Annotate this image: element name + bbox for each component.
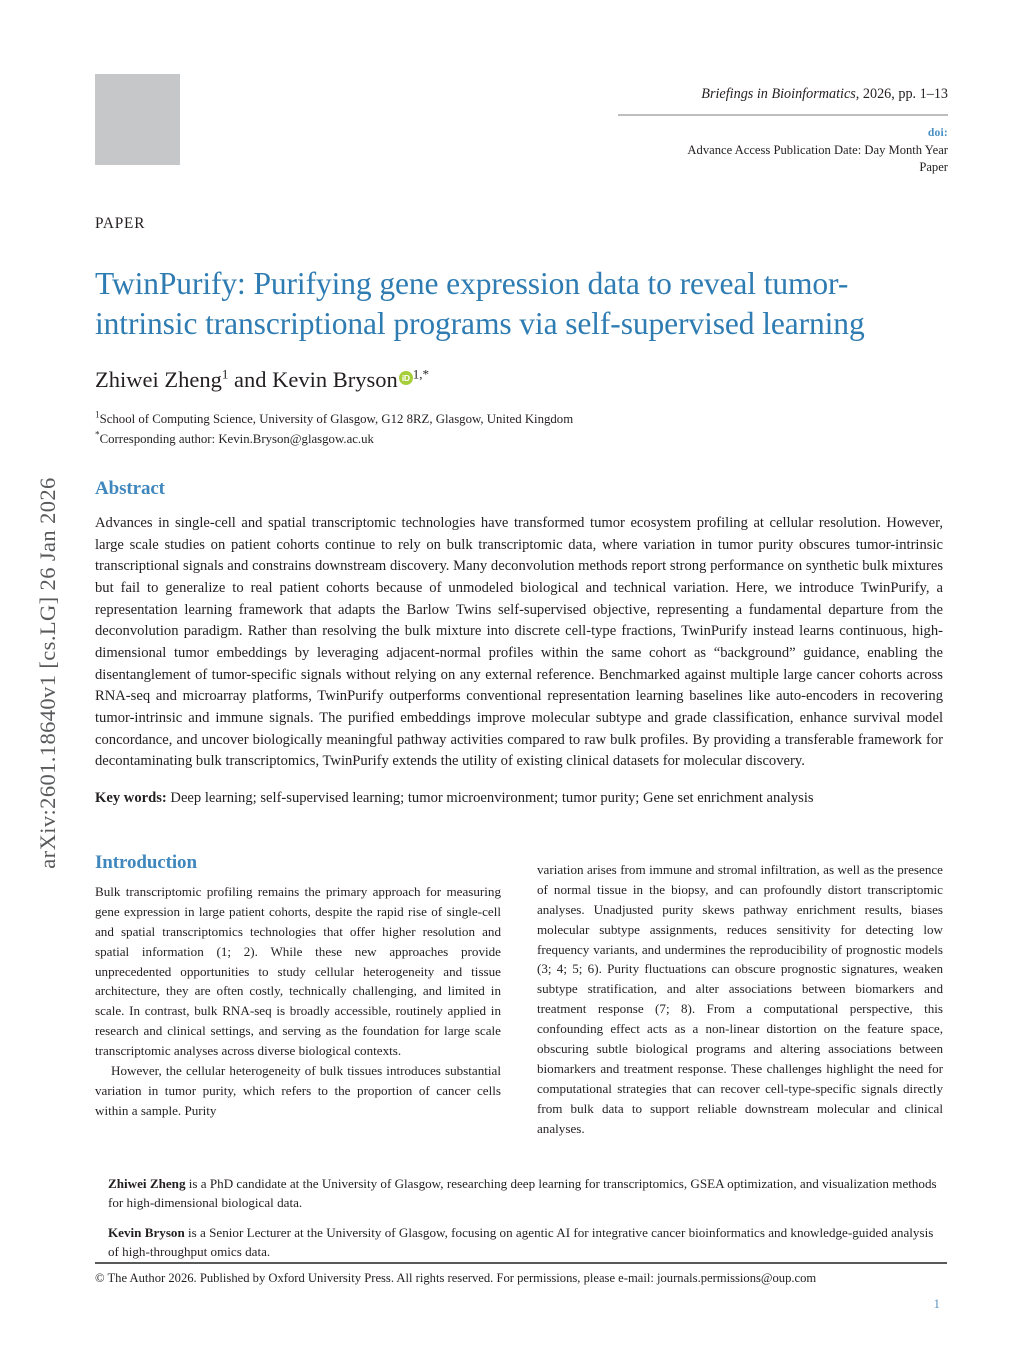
affiliation-text: School of Computing Science, University of Glasgow, G12 8RZ, Glasgow, United Kingdom <box>99 412 574 426</box>
author-biographies <box>108 1174 944 1272</box>
article-kind-header: Paper <box>919 160 948 174</box>
bio-author-name: Zhiwei Zheng <box>108 1176 186 1191</box>
author-name-second: Kevin Bryson <box>272 367 398 392</box>
affiliation-marker: 1 <box>95 409 100 420</box>
bio-entry <box>108 1223 944 1261</box>
intro-paragraph: variation arises from immune and stromal infiltration, as well as the presence of normal tissue in the biopsy, and can profoundly distort transcriptomic analyses. Unadjusted purity skews pathway enrichment results, biases molecular subtype assignments, reduces sensitivity for detecting low frequency variants, and undermines the reproducibility of prognostic models (3; 4; 5; 6). Purity fluctuations can obscure prognostic signatures, weaken subtype stratification, and alter associations between biomarkers and treatment response (7; 8). From a computational perspective, this confounding effect acts as a non-linear distortion on the feature space, obscuring subtle biological programs and altering associations between biomarkers and treatment response. These challenges highlight the need for computational strategies that can recover cell-type-specific signals directly from bulk data to support reliable downstream molecular and clinical analyses. <box>537 862 943 1136</box>
intro-paragraph: Bulk transcriptomic profiling remains the primary approach for measuring gene expression in large patient cohorts, despite the rapid rise of single-cell and spatial transcriptomics technologies that offer higher resolution and spatial information (1; 2). While these new approaches provide unprecedented opportunities to study cellular heterogeneity and tissue architecture, they are often costly, technically challenging, and limited in scale. In contrast, bulk RNA-seq is broadly accessible, routinely applied in research and clinical settings, and serving as the foundation for large scale transcriptomic analyses across diverse biological contexts. <box>95 884 501 1059</box>
article-type-tag: PAPER <box>95 215 146 232</box>
corresponding-author-text: Corresponding author: Kevin.Bryson@glasgow.ac.uk <box>99 432 374 447</box>
advance-access-date: Advance Access Publication Date: Day Month Year <box>687 143 948 157</box>
page-number: 1 <box>933 1296 940 1311</box>
author-second-affil-marker: 1,* <box>412 366 430 382</box>
footer-divider <box>95 1262 947 1264</box>
bio-author-name: Kevin Bryson <box>108 1225 185 1241</box>
keywords-value: Deep learning; self-supervised learning; tumor microenvironment; tumor purity; Gene set enrichment analysis <box>166 789 814 806</box>
orcid-icon[interactable] <box>399 371 413 385</box>
copyright-notice: © The Author 2026. Published by Oxford University Press. All rights reserved. For permissions, please e-mail: journals.permissions@oup.com <box>95 1271 817 1285</box>
journal-citation-line <box>618 86 948 103</box>
page-title: TwinPurify: Purifying gene expression data to reveal tumor-intrinsic transcriptional programs via self-supervised learning <box>95 266 865 341</box>
keywords-line <box>95 788 943 809</box>
author-list <box>95 367 429 393</box>
intro-paragraph: However, the cellular heterogeneity of bulk tissues introduces substantial variation in tumor purity, which refers to the proportion of cancer cells within a sample. Purity <box>95 1063 501 1118</box>
journal-logo-placeholder <box>95 74 180 165</box>
journal-name: Briefings in Bioinformatics <box>701 86 856 102</box>
keywords-label: Key words: <box>95 789 167 806</box>
journal-volume-pages: , 2026, pp. 1–13 <box>855 86 948 102</box>
arxiv-stamp: arXiv:2601.18640v1 [cs.LG] 26 Jan 2026 <box>35 477 60 869</box>
bio-author-text: is a PhD candidate at the University of Glasgow, researching deep learning for transcriptomics, GSEA optimization, and visualization methods for high-dimensional biological data. <box>108 1176 937 1211</box>
journal-header <box>618 86 948 176</box>
introduction-heading: Introduction <box>95 852 197 873</box>
abstract-body: Advances in single-cell and spatial transcriptomic technologies have transformed tumor ecosystem profiling at cellular resolution. However, large scale studies on patient cohorts continue to rely on bulk transcriptomic data, where variation in tumor purity obscures tumor-intrinsic transcriptional signals and constrains downstream discovery. Many deconvolution methods report strong performance on synthetic bulk mixtures but fail to generalize to real patient cohorts because of unmodeled biological and technical variation. Here, we introduce TwinPurify, a representation learning framework that adapts the Barlow Twins self-supervised objective, representing a fundamental departure from the deconvolution paradigm. Rather than resolving the bulk mixture into discrete cell-type fractions, TwinPurify instead learns continuous, high-dimensional tumor embeddings by leveraging adjacent-normal profiles within the same cohort as “background” guidance, enabling the disentanglement of tumor-specific signals without relying on any external reference. Benchmarked against multiple large cancer cohorts across RNA-seq and microarray platforms, TwinPurify outperforms conventional representation learning baselines like auto-encoders in recovering tumor-intrinsic and immune signals. The purified embeddings improve molecular subtype and grade classification, enhance survival model concordance, and uncover biologically meaningful pathway activities compared to raw bulk profiles. By providing a transferable framework for decontaminating bulk transcriptomics, TwinPurify extends the utility of existing clinical datasets for molecular discovery. <box>95 515 943 770</box>
affiliation-line <box>95 409 573 429</box>
author-name-first: Zhiwei Zheng <box>95 367 222 392</box>
bio-entry <box>108 1174 944 1212</box>
abstract-section <box>95 478 943 809</box>
column-right <box>537 860 943 1138</box>
corresponding-author-line <box>95 429 573 449</box>
abstract-heading: Abstract <box>95 478 165 499</box>
affiliation-block <box>95 409 573 449</box>
column-left <box>95 882 501 1138</box>
bio-author-text: is a Senior Lecturer at the University of Glasgow, focusing on agentic AI for integrative cancer bioinformatics and knowledge-guided analysis of high-throughput omics data. <box>108 1225 934 1260</box>
doi-label[interactable]: doi: <box>927 126 948 139</box>
author-first-affil-marker: 1 <box>221 366 229 382</box>
author-conjunction: and <box>228 367 273 392</box>
header-divider <box>618 114 948 116</box>
corresponding-marker: * <box>95 429 100 440</box>
